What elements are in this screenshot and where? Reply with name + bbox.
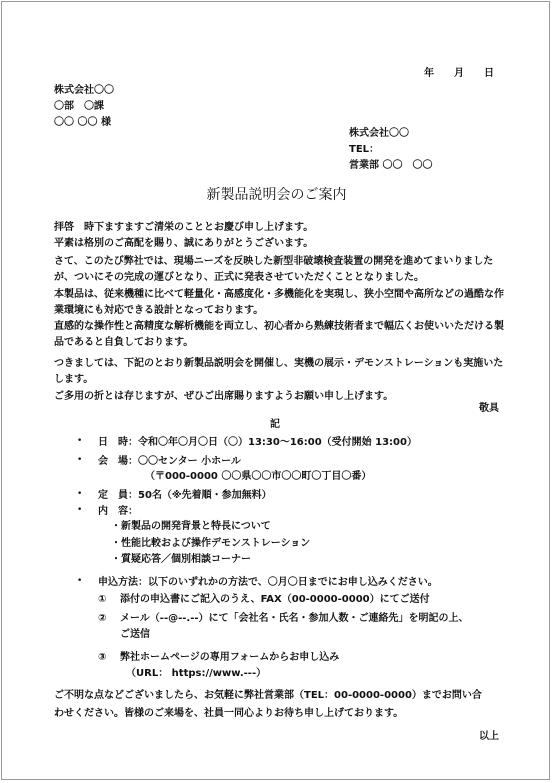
method-number: ① [98,594,107,605]
bullet-icon: • [77,576,83,586]
detail-capacity: 定 員：50名（※先着順・参加無料） [98,490,272,501]
recipient-name: 〇〇 〇〇 様 [54,117,111,128]
method-email: メール（--@--.--）にて「会社名・氏名・参加人数・ご連絡先」を明記の上、 [120,613,469,624]
invitation-block [54,356,506,405]
sender-tel: TEL： [349,144,380,155]
method-url: （URL： https://www.---） [126,668,267,679]
method-fax: 添付の申込書にご記入のうえ、FAX（00-0000-0000）にてご送付 [120,594,430,605]
method-web: 弊社ホームページの専用フォームからお申し込み [120,652,340,663]
content-item: ・新製品の開発背景と特長について [111,521,271,532]
detail-date: 日 時：令和〇年〇月〇日（〇）13:30～16:00（受付開始 13:00） [98,437,417,448]
sender-name: 営業部 〇〇 〇〇 [349,160,433,171]
content-item: ・性能比較および操作デモンストレーション [111,538,311,549]
greeting-line: 拝啓 時下ますますご清栄のこととお慶び申し上げます。 [54,222,314,233]
detail-venue: 会 場：〇〇センター 小ホール [98,456,241,467]
invitation-paragraph: つきましては、下記のとおり新製品説明会を開催し、実機の展示・デモンストレーションも実施いたします。 [54,358,504,386]
method-number: ② [98,613,107,624]
body-paragraph: 直感的な操作性と高精度な解析機能を両立し、初心者から熟練技術者まで幅広くお使いいただける製品であると自負しております。 [54,321,504,349]
content-item: ・質疑応答／個別相談コーナー [111,554,251,565]
bullet-icon: • [77,455,83,465]
recipient-department: 〇部 〇課 [54,101,104,112]
detail-address: （〒000-0000 〇〇県〇〇市〇〇町〇丁目〇番） [145,471,372,482]
recipient-company: 株式会社〇〇 [54,85,114,96]
body-paragraph: さて、このたび弊社では、現場ニーズを反映した新型非破壊検査装置の開発を進めてまいりましたが、ついにその完成の運びとなり、正式に発表させていただくこととなりました。 [54,256,494,284]
footer-note-line: わせください。皆様のご来場を、社員一同心よりお待ち申し上げております。 [54,708,404,719]
body-paragraph: 本製品は、従来機種に比べて軽量化・高感度化・多機能化を実現し、狭小空間や高所などの過酷な作業環境にも対応できる設計となっております。 [54,288,504,316]
apply-method-label: 申込方法：以下のいずれかの方法で、〇月〇日までにお申し込みください。 [98,577,438,588]
document-title: 新製品説明会のご案内 [206,187,347,203]
sender-company: 株式会社〇〇 [349,128,409,139]
closing-word: 敬具 [479,403,499,414]
greeting-line: 平素は格別のご高配を賜り、誠にありがとうございます。 [54,238,314,250]
bullet-icon: • [77,489,83,499]
detail-content-label: 内 容： [98,506,138,517]
footer-note-line: ご不明な点などございましたら、お気軽に弊社営業部（TEL：00-0000-0000）までお問い合 [54,690,482,701]
method-number: ③ [98,652,107,663]
end-word: 以上 [479,731,499,742]
body-block [54,254,506,352]
date-line: 年 月 日 [424,68,494,79]
greeting-block [54,220,506,253]
bullet-icon: • [77,436,83,446]
ki-heading: 記 [270,419,280,430]
bullet-icon: • [77,505,83,515]
invitation-paragraph: ご多用の折とは存じますが、ぜひご出席賜りますようお願い申し上げます。 [54,390,394,402]
method-email-cont: ご送信 [120,629,150,640]
